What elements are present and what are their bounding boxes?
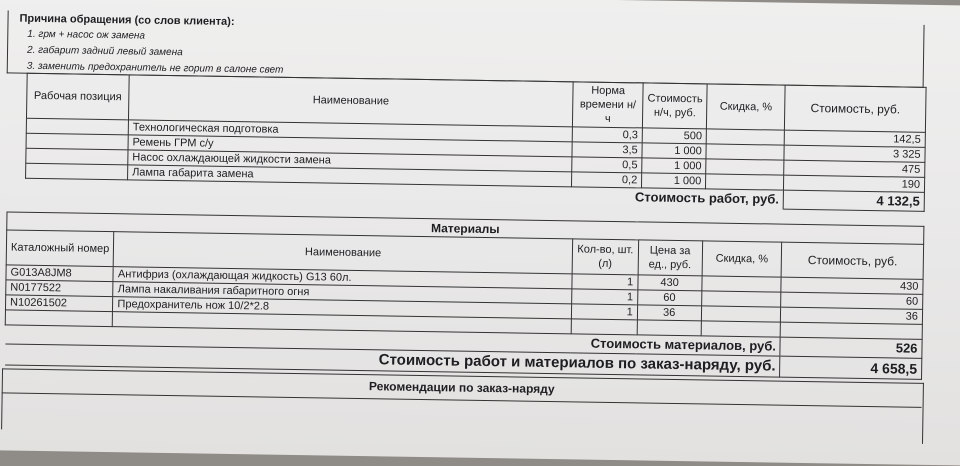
work-cost: 142,5 bbox=[784, 130, 925, 147]
work-norm: 3,5 bbox=[572, 142, 642, 158]
materials-title: Материалы bbox=[7, 212, 924, 244]
material-name: Антифриз (охлаждающая жидкость) G13 60л. bbox=[113, 267, 572, 289]
materials-total-label: Стоимость материалов, руб. bbox=[5, 325, 781, 356]
reason-title: Причина обращения (со слов клиента): bbox=[19, 12, 235, 29]
catalog-number: G013A8JM8 bbox=[6, 265, 114, 282]
reason-line-2: 2. габарит задний левый замена bbox=[26, 44, 183, 59]
material-cost: 430 bbox=[781, 277, 923, 294]
catalog-number: N10261502 bbox=[5, 295, 113, 312]
works-total-label: Стоимость работ, руб. bbox=[25, 178, 783, 208]
work-norm: 0,5 bbox=[572, 157, 642, 173]
reason-line-3: 3. заменить предохранитель не горит в салоне свет bbox=[26, 60, 284, 76]
material-qty: 1 bbox=[571, 304, 637, 320]
recommendations-title: Рекомендации по заказ-наряду bbox=[2, 368, 922, 407]
col-cost: Стоимость, руб. bbox=[785, 85, 927, 132]
reason-line-1: 1. грм + насос ож замена bbox=[27, 28, 146, 42]
work-name: Технологическая подготовка bbox=[128, 120, 572, 142]
work-cost: 190 bbox=[784, 175, 925, 192]
grand-total-label: Стоимость работ и материалов по заказ-наряду, руб. bbox=[5, 344, 781, 377]
material-name: Предохранитель нож 10/2*2.8 bbox=[113, 297, 572, 319]
col-cost: Стоимость, руб. bbox=[782, 242, 924, 279]
work-name: Ремень ГРМ с/у bbox=[128, 135, 572, 157]
work-price: 1 000 bbox=[642, 143, 706, 159]
work-cost: 475 bbox=[784, 160, 925, 177]
col-position: Рабочая позиция bbox=[26, 73, 129, 120]
work-norm: 0,3 bbox=[572, 127, 642, 143]
material-cost: 36 bbox=[781, 307, 923, 324]
works-total-value: 4 132,5 bbox=[783, 190, 924, 211]
work-price: 1 000 bbox=[642, 158, 706, 174]
col-name: Наименование bbox=[114, 232, 573, 274]
material-cost: 60 bbox=[781, 292, 923, 309]
material-qty: 1 bbox=[572, 289, 638, 305]
col-price: Стоимость н/ч, руб. bbox=[643, 83, 708, 129]
material-qty: 1 bbox=[572, 274, 638, 290]
grand-total-value: 4 658,5 bbox=[780, 356, 922, 379]
work-price: 500 bbox=[642, 128, 706, 144]
material-price: 36 bbox=[637, 305, 701, 321]
col-qty: Кол-во, шт. (л) bbox=[572, 239, 638, 275]
material-price: 430 bbox=[638, 275, 702, 291]
materials-table bbox=[4, 211, 924, 379]
col-catalog: Каталожный номер bbox=[6, 230, 114, 267]
work-name: Насос охлаждающей жидкости замена bbox=[128, 150, 572, 172]
col-unit-price: Цена за ед., руб. bbox=[638, 240, 702, 276]
works-table bbox=[25, 73, 927, 212]
work-price: 1 000 bbox=[642, 173, 706, 189]
material-price: 60 bbox=[637, 290, 701, 306]
col-norm: Норма времени н/ч bbox=[573, 82, 644, 128]
col-discount: Скидка, % bbox=[702, 241, 782, 277]
work-name: Лампа габарита замена bbox=[128, 165, 572, 187]
col-name: Наименование bbox=[128, 75, 573, 127]
material-name: Лампа накаливания габаритного огня bbox=[113, 282, 572, 304]
col-discount: Скидка, % bbox=[707, 84, 786, 130]
catalog-number: N0177522 bbox=[6, 280, 114, 297]
work-cost: 3 325 bbox=[784, 145, 925, 162]
materials-total-value: 526 bbox=[780, 337, 922, 358]
work-norm: 0,2 bbox=[572, 172, 642, 188]
